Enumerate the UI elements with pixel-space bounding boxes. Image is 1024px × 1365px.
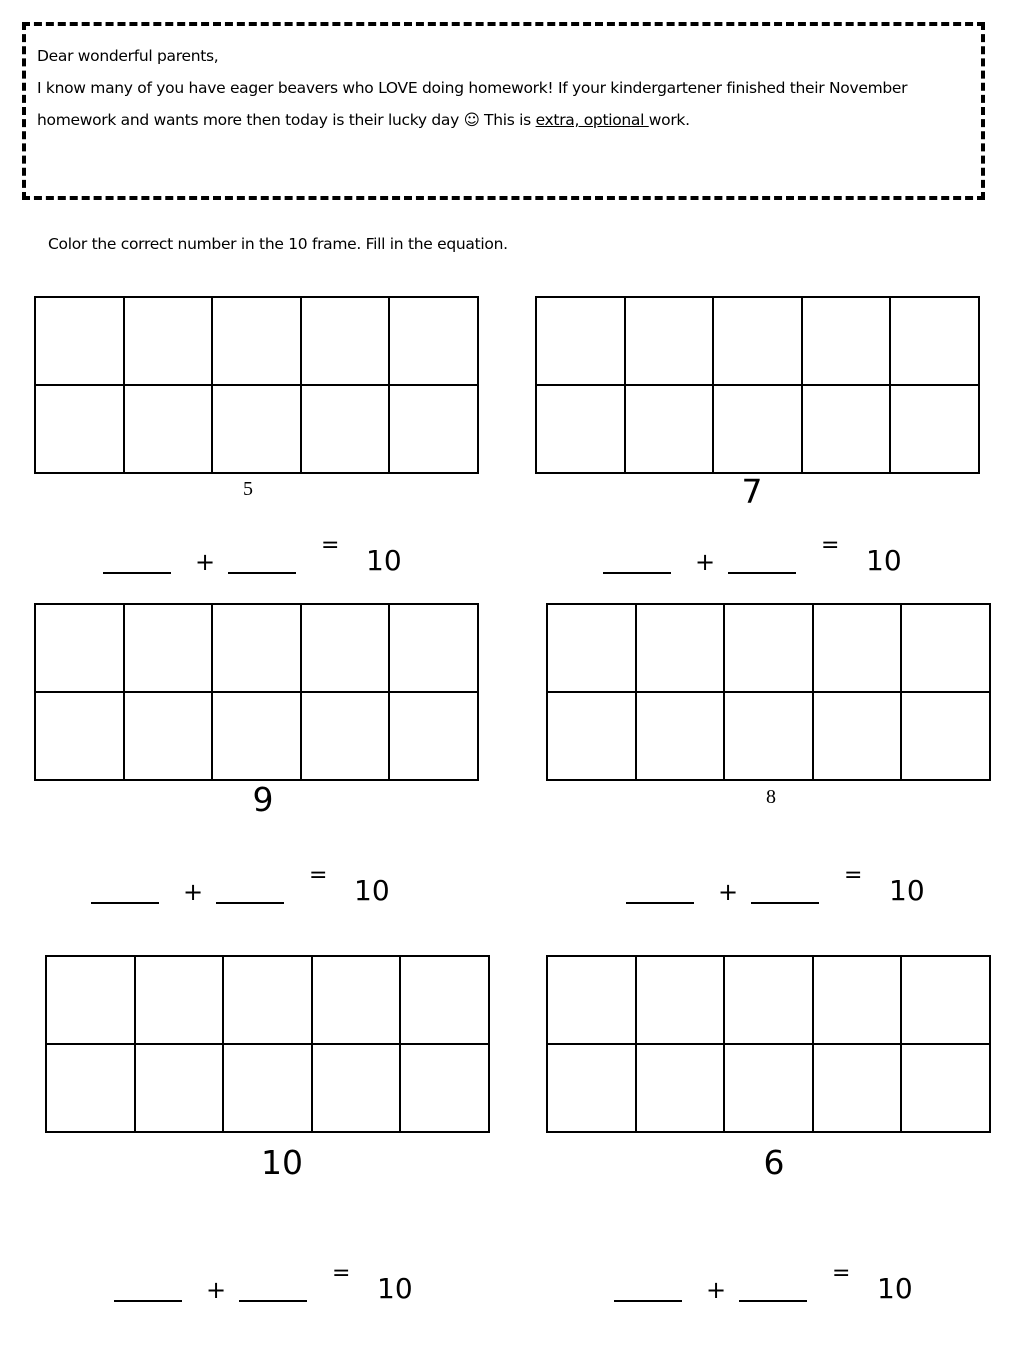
ten-frame-cell[interactable] (224, 1045, 313, 1133)
ten-frame-cell[interactable] (548, 605, 637, 693)
ten-frame-cell[interactable] (637, 693, 726, 781)
ten-frame-cell[interactable] (401, 1045, 490, 1133)
ten-frame-cell[interactable] (902, 693, 991, 781)
equation (626, 862, 966, 912)
answer-blank[interactable] (216, 901, 284, 904)
ten-frame-cell[interactable] (136, 1045, 225, 1133)
ten-frame-cell[interactable] (213, 693, 302, 781)
instruction-text: Color the correct number in the 10 frame. Fill in the equation. (48, 235, 508, 253)
equation (91, 862, 431, 912)
ten-frame-cell[interactable] (36, 605, 125, 693)
plus-sign: + (206, 1276, 227, 1304)
answer-blank[interactable] (603, 571, 671, 574)
answer-blank[interactable] (626, 901, 694, 904)
ten-frame-cell[interactable] (213, 605, 302, 693)
ten-frame-cell[interactable] (47, 1045, 136, 1133)
ten-frame-cell[interactable] (390, 693, 479, 781)
note-line-2-underlined: extra, optional (535, 111, 649, 129)
ten-frame-cell[interactable] (814, 957, 903, 1045)
ten-frame-cell[interactable] (537, 386, 626, 474)
ten-frame-cell[interactable] (302, 386, 391, 474)
ten-frame-cell[interactable] (313, 957, 402, 1045)
ten-frame-cell[interactable] (401, 957, 490, 1045)
answer-blank[interactable] (239, 1299, 307, 1302)
answer-blank[interactable] (751, 901, 819, 904)
ten-frame-cell[interactable] (725, 1045, 814, 1133)
ten-frame-cell[interactable] (390, 386, 479, 474)
parent-note (37, 40, 987, 136)
ten-frame-cell[interactable] (136, 957, 225, 1045)
equation-total: 10 (889, 874, 925, 907)
ten-frame-cell[interactable] (725, 957, 814, 1045)
ten-frame-cell[interactable] (537, 298, 626, 386)
ten-frame-cell[interactable] (803, 298, 892, 386)
plus-sign: + (183, 878, 204, 906)
plus-sign: + (706, 1276, 727, 1304)
answer-blank[interactable] (103, 571, 171, 574)
note-line-2-end: work. (648, 111, 690, 129)
answer-blank[interactable] (728, 571, 796, 574)
ten-frame-cell[interactable] (637, 957, 726, 1045)
equation (603, 532, 943, 582)
ten-frame-cell[interactable] (814, 693, 903, 781)
ten-frame-cell[interactable] (548, 957, 637, 1045)
equals-sign: = (332, 1261, 351, 1286)
ten-frame-cell[interactable] (637, 605, 726, 693)
ten-frame-cell[interactable] (390, 298, 479, 386)
ten-frame (546, 603, 991, 781)
ten-frame-cell[interactable] (902, 957, 991, 1045)
note-greeting: Dear wonderful parents, (37, 47, 219, 65)
ten-frame-cell[interactable] (637, 1045, 726, 1133)
equation-total: 10 (877, 1272, 913, 1305)
equals-sign: = (309, 863, 328, 888)
target-number: 5 (243, 478, 253, 500)
ten-frame (546, 955, 991, 1133)
ten-frame-cell[interactable] (302, 693, 391, 781)
ten-frame-cell[interactable] (47, 957, 136, 1045)
ten-frame-cell[interactable] (213, 386, 302, 474)
target-number: 7 (741, 472, 763, 511)
target-number: 10 (261, 1143, 303, 1182)
note-line-2-start: homework and wants more then today is their lucky day ☺ This is (37, 111, 536, 129)
ten-frame-cell[interactable] (891, 386, 980, 474)
ten-frame-cell[interactable] (626, 298, 715, 386)
equation-total: 10 (354, 874, 390, 907)
ten-frame-cell[interactable] (302, 298, 391, 386)
answer-blank[interactable] (739, 1299, 807, 1302)
ten-frame-cell[interactable] (548, 693, 637, 781)
equals-sign: = (321, 533, 340, 558)
ten-frame-cell[interactable] (548, 1045, 637, 1133)
equation-total: 10 (366, 544, 402, 577)
answer-blank[interactable] (228, 571, 296, 574)
equals-sign: = (821, 533, 840, 558)
ten-frame-cell[interactable] (626, 386, 715, 474)
ten-frame-cell[interactable] (803, 386, 892, 474)
ten-frame-cell[interactable] (224, 957, 313, 1045)
note-line-1: I know many of you have eager beavers who LOVE doing homework! If your kindergartener finished their November (37, 79, 908, 97)
ten-frame (34, 603, 479, 781)
equation-total: 10 (377, 1272, 413, 1305)
ten-frame-cell[interactable] (725, 693, 814, 781)
ten-frame-cell[interactable] (213, 298, 302, 386)
plus-sign: + (718, 878, 739, 906)
ten-frame-cell[interactable] (390, 605, 479, 693)
ten-frame-cell[interactable] (125, 693, 214, 781)
ten-frame-cell[interactable] (814, 1045, 903, 1133)
ten-frame-cell[interactable] (302, 605, 391, 693)
answer-blank[interactable] (114, 1299, 182, 1302)
ten-frame (45, 955, 490, 1133)
target-number: 9 (252, 780, 274, 819)
ten-frame-cell[interactable] (125, 386, 214, 474)
equals-sign: = (844, 863, 863, 888)
ten-frame-cell[interactable] (902, 1045, 991, 1133)
plus-sign: + (195, 548, 216, 576)
ten-frame-cell[interactable] (36, 693, 125, 781)
answer-blank[interactable] (91, 901, 159, 904)
ten-frame-cell[interactable] (36, 298, 125, 386)
ten-frame-cell[interactable] (125, 605, 214, 693)
ten-frame-cell[interactable] (814, 605, 903, 693)
ten-frame-cell[interactable] (725, 605, 814, 693)
plus-sign: + (695, 548, 716, 576)
ten-frame-cell[interactable] (125, 298, 214, 386)
answer-blank[interactable] (614, 1299, 682, 1302)
ten-frame (535, 296, 980, 474)
ten-frame (34, 296, 479, 474)
ten-frame-cell[interactable] (714, 298, 803, 386)
ten-frame-cell[interactable] (891, 298, 980, 386)
target-number: 8 (766, 786, 776, 808)
equation (114, 1260, 454, 1310)
equation-total: 10 (866, 544, 902, 577)
equation (103, 532, 443, 582)
equation (614, 1260, 954, 1310)
ten-frame-cell[interactable] (313, 1045, 402, 1133)
ten-frame-cell[interactable] (714, 386, 803, 474)
ten-frame-cell[interactable] (36, 386, 125, 474)
note-line-2 (37, 104, 987, 136)
target-number: 6 (763, 1143, 785, 1182)
equals-sign: = (832, 1261, 851, 1286)
ten-frame-cell[interactable] (902, 605, 991, 693)
